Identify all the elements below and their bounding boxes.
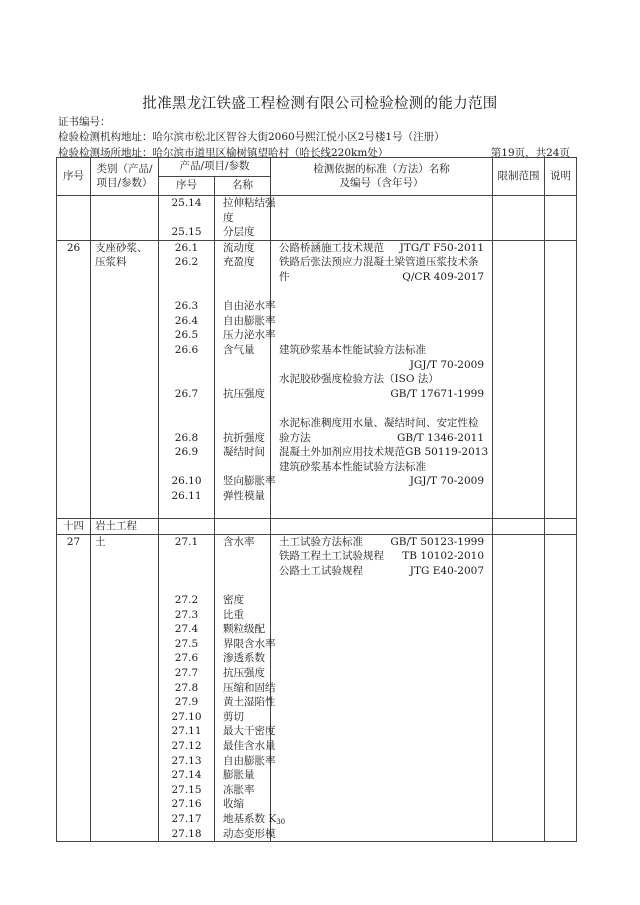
category-cell bbox=[91, 196, 159, 241]
sub-no: 26.11 bbox=[171, 489, 202, 502]
note-cell bbox=[545, 196, 577, 241]
standard-line: 土工试验方法标准 GB/T 50123-1999 bbox=[279, 535, 485, 548]
sub-no-cell bbox=[159, 240, 215, 518]
sub-no: 27.16 bbox=[171, 798, 202, 811]
category-cell bbox=[91, 240, 159, 518]
param-name: 颗粒级配 bbox=[223, 623, 265, 636]
section-empty-cell bbox=[159, 519, 215, 535]
sub-no: 27.4 bbox=[174, 623, 199, 636]
sub-no: 25.15 bbox=[171, 226, 202, 239]
param-name: 界限含水率 bbox=[223, 637, 276, 650]
col-header-name: 名称 bbox=[215, 177, 271, 196]
name-cell bbox=[215, 196, 276, 241]
standard-line: 建筑砂浆基本性能试验方法标准 bbox=[279, 460, 427, 473]
note-cell bbox=[545, 240, 577, 518]
param-name: 冻胀率 bbox=[223, 783, 255, 796]
col-header-category bbox=[91, 158, 159, 196]
param-name: 收缩 bbox=[223, 798, 244, 811]
param-name: 含水率 bbox=[223, 535, 255, 548]
standard-line: 铁路后张法预应力混凝土梁管道压浆技术条 bbox=[279, 256, 479, 269]
sub-no: 27.14 bbox=[171, 769, 202, 782]
sub-no: 26.7 bbox=[174, 387, 199, 400]
param-name: 动态变形模 bbox=[223, 827, 276, 840]
standard-cell bbox=[271, 240, 493, 518]
standard-line: 公路桥涵施工技术规范 JTG/T F50-2011 bbox=[279, 241, 485, 254]
standard-cell bbox=[271, 196, 493, 241]
section-no: 十四 bbox=[57, 519, 91, 535]
param-name: 抗压强度 bbox=[223, 387, 265, 400]
sub-no: 27.8 bbox=[174, 681, 199, 694]
standard-line: 水泥标准稠度用水量、凝结时间、安定性检 bbox=[279, 416, 479, 429]
name-cell bbox=[215, 534, 286, 841]
standard-line: 混凝土外加剂应用技术规范 GB 50119-2013 bbox=[279, 446, 489, 459]
sub-no: 27.6 bbox=[174, 652, 199, 665]
sub-no: 26.1 bbox=[174, 241, 199, 254]
capability-table bbox=[56, 157, 577, 842]
param-name: 凝结时间 bbox=[223, 446, 265, 459]
sub-no: 27.9 bbox=[174, 696, 199, 709]
table-row bbox=[57, 534, 577, 841]
item-no: 26 bbox=[57, 240, 91, 518]
param-name: 拉伸粘结强 bbox=[223, 197, 276, 209]
sub-no-cell bbox=[159, 196, 215, 241]
sub-no: 25.14 bbox=[171, 197, 202, 209]
col-header-category-line1: 类别（产品/ bbox=[96, 163, 153, 175]
item-no: 27 bbox=[57, 534, 91, 841]
param-name: 度 bbox=[223, 211, 234, 224]
col-header-standard-line2: 及编号（含年号） bbox=[339, 176, 424, 189]
certificate-number-label: 证书编号： bbox=[58, 116, 111, 128]
col-header-note: 说明 bbox=[545, 158, 577, 196]
param-name: 抗压强度 bbox=[223, 667, 265, 679]
table-row bbox=[57, 240, 577, 518]
header-row bbox=[57, 158, 577, 177]
sub-no: 27.15 bbox=[171, 783, 202, 796]
sub-no: 27.7 bbox=[174, 667, 199, 679]
param-name: 膨胀量 bbox=[223, 769, 255, 782]
page-number: 第19页，共24页 bbox=[490, 147, 570, 159]
sub-no: 26.4 bbox=[174, 314, 199, 327]
sub-no-cell bbox=[159, 534, 215, 841]
col-header-no: 序号 bbox=[57, 158, 91, 196]
sub-no: 27.13 bbox=[171, 754, 202, 767]
name-cell bbox=[215, 240, 276, 518]
section-empty-cell bbox=[493, 519, 545, 535]
sub-no: 26.9 bbox=[174, 446, 199, 459]
col-header-standard-line1: 检测依据的标准（方法）名称 bbox=[313, 163, 450, 175]
col-header-sub-no: 序号 bbox=[159, 177, 215, 196]
category-name: 压浆料 bbox=[95, 256, 127, 269]
testing-site-address: 检验检测场所地址：哈尔滨市道里区榆树镇望哈村（哈长线220km处） bbox=[58, 147, 389, 159]
sub-no: 27.3 bbox=[174, 608, 199, 621]
sub-no: 27.12 bbox=[171, 739, 202, 752]
sub-no: 27.18 bbox=[171, 827, 202, 840]
col-header-limit: 限制范围 bbox=[493, 158, 545, 196]
param-name: 黄土湿陷性 bbox=[223, 696, 276, 709]
sub-no: 27.5 bbox=[174, 637, 199, 650]
param-name: 弹性模量 bbox=[223, 489, 265, 502]
page-title: 批准黑龙江铁盛工程检测有限公司检验检测的能力范围 bbox=[142, 96, 498, 112]
limit-cell bbox=[493, 240, 545, 518]
sub-no: 27.2 bbox=[174, 594, 199, 607]
section-empty-cell bbox=[545, 519, 577, 535]
sub-no: 27.1 bbox=[174, 535, 199, 548]
param-name: 抗折强度 bbox=[223, 431, 265, 444]
standard-line: 水泥胶砂强度检验方法（ISO 法） bbox=[279, 373, 439, 386]
section-empty-cell bbox=[271, 519, 493, 535]
param-name: 渗透系数 bbox=[223, 652, 265, 665]
sub-no: 26.8 bbox=[174, 431, 199, 444]
standard-code: JGJ/T 70-2009 bbox=[409, 358, 485, 371]
category-name: 土 bbox=[91, 534, 159, 841]
sub-no: 26.3 bbox=[174, 300, 199, 313]
section-name: 岩土工程 bbox=[91, 519, 159, 535]
param-name: 自由膨胀率 bbox=[223, 314, 276, 327]
param-name: 自由泌水率 bbox=[223, 300, 276, 313]
param-name: 剪切 bbox=[223, 710, 244, 723]
col-header-category-line2: 项目/参数） bbox=[96, 176, 153, 189]
category-name: 支座砂浆、 bbox=[95, 241, 148, 254]
sub-no: 26.10 bbox=[171, 475, 202, 488]
param-name: 分层度 bbox=[223, 226, 255, 239]
param-name: 流动度 bbox=[223, 241, 255, 254]
table-row bbox=[57, 196, 577, 241]
param-name: 自由膨胀率 bbox=[223, 754, 276, 767]
sub-no: 27.10 bbox=[171, 710, 202, 723]
limit-cell bbox=[493, 196, 545, 241]
section-row bbox=[57, 519, 577, 535]
param-name: 充盈度 bbox=[223, 256, 255, 269]
section-empty-cell bbox=[215, 519, 271, 535]
standard-code: GB/T 17671-1999 bbox=[390, 387, 485, 400]
col-header-standard bbox=[271, 158, 493, 196]
param-name: 地基系数 $K_{30}$ bbox=[223, 812, 286, 826]
param-name: 竖向膨胀率 bbox=[223, 475, 276, 488]
standard-cell bbox=[271, 534, 493, 841]
sub-no: 27.17 bbox=[171, 812, 202, 825]
limit-cell bbox=[493, 534, 545, 841]
standard-code: JGJ/T 70-2009 bbox=[409, 475, 485, 488]
standard-line: 验方法 GB/T 1346-2011 bbox=[279, 431, 485, 444]
param-name: 密度 bbox=[223, 594, 244, 607]
sub-no: 26.2 bbox=[174, 256, 199, 269]
sub-no: 27.11 bbox=[171, 725, 202, 738]
col-header-product-group: 产品/项目/参数 bbox=[159, 158, 271, 177]
note-cell bbox=[545, 534, 577, 841]
param-name: 比重 bbox=[223, 608, 244, 621]
standard-line: 件 Q/CR 409-2017 bbox=[279, 270, 485, 283]
standard-line: 建筑砂浆基本性能试验方法标准 bbox=[279, 343, 427, 356]
sub-no: 26.6 bbox=[174, 343, 199, 356]
standard-line: 公路土工试验规程 JTG E40-2007 bbox=[279, 564, 485, 577]
standard-line: 铁路工程土工试验规程 TB 10102-2010 bbox=[279, 550, 485, 563]
param-name: 含气量 bbox=[223, 343, 255, 356]
param-name: 最大干密度 bbox=[223, 725, 276, 738]
sub-no: 26.5 bbox=[174, 329, 199, 342]
item-no-cell bbox=[57, 196, 91, 241]
param-name: 压缩和固结 bbox=[223, 681, 276, 694]
institution-address: 检验检测机构地址：哈尔滨市松北区智谷大街2060号熙江悦小区2号楼1号（注册） bbox=[58, 131, 445, 143]
param-name: 压力泌水率 bbox=[223, 329, 276, 342]
param-name: 最佳含水量 bbox=[223, 739, 276, 752]
